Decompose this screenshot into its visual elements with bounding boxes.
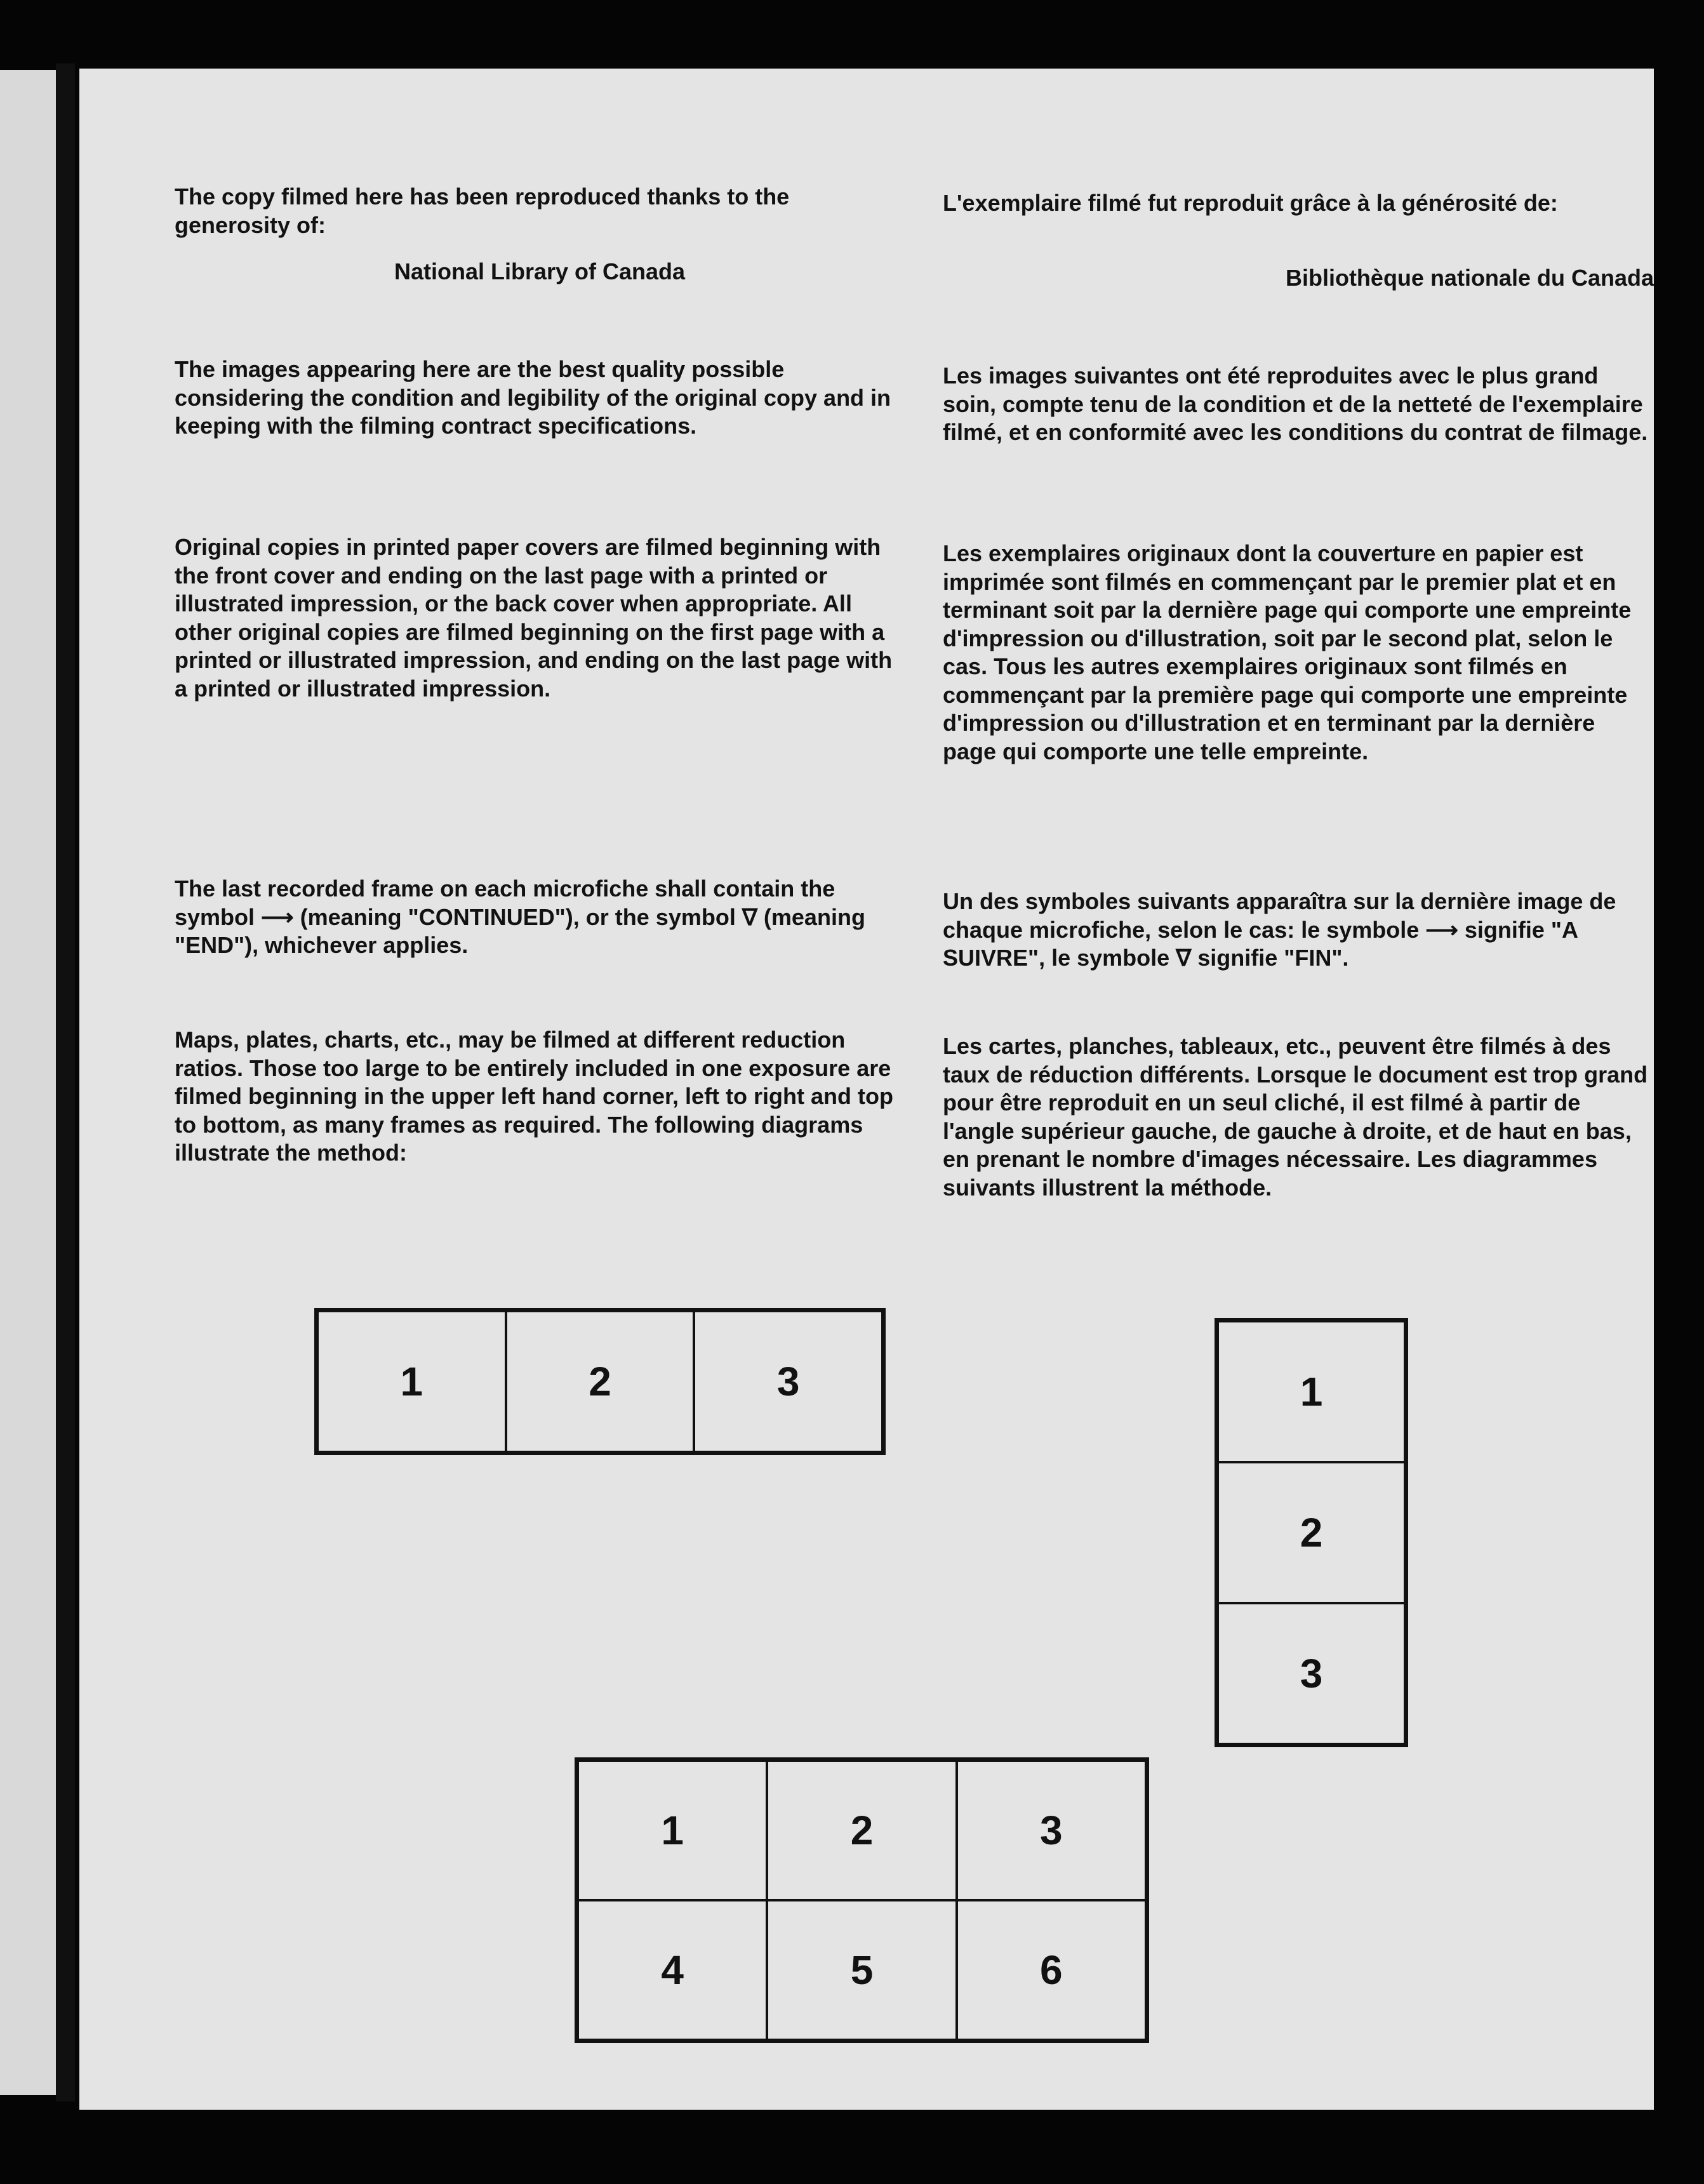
frame-cell: 6 (957, 1900, 1146, 2040)
frame-cell: 2 (1218, 1462, 1405, 1603)
en-institution (175, 258, 905, 286)
en-originals-text: Original copies in printed paper covers are filmed beginning with the front cover and ending on the last page with a printed or illustrated impression, or the back cover when appropriate. All other original copies are filmed beginning on the first page with a printed or illustrated impression, and ending on the last page with a printed or illustrated impression. (175, 534, 893, 702)
fr-symbols-text: Un des symboles suivants apparaîtra sur la dernière image de chaque microfiche, selon le cas: le symbole ⟶ signifie "A SUIVRE", le symbole ∇ signifie "FIN". (943, 888, 1616, 971)
page-gutter (56, 63, 75, 2101)
en-symbols-text: The last recorded frame on each microfiche shall contain the symbol ⟶ (meaning "CONTINUED"), or the symbol ∇ (meaning "END"), whichever applies. (175, 876, 865, 958)
fr-maps-paragraph (943, 1032, 1654, 1202)
frame-cell: 4 (578, 1900, 767, 2040)
en-maps-paragraph (175, 1026, 905, 1168)
frame-cell: 3 (694, 1311, 882, 1452)
fr-intro-text: L'exemplaire filmé fut reproduit grâce à la générosité de: (943, 190, 1558, 216)
diagram-grid (575, 1757, 1149, 2043)
fr-intro (943, 189, 1654, 218)
en-symbols-paragraph (175, 875, 905, 960)
en-institution-name: National Library of Canada (394, 258, 686, 284)
fr-institution-name: Bibliothèque nationale du Canada (1285, 265, 1654, 291)
frame-cell: 1 (1218, 1321, 1405, 1462)
frame-cell: 2 (767, 1761, 956, 1900)
fr-quality-paragraph (943, 362, 1654, 447)
frame-cell: 1 (317, 1311, 506, 1452)
fr-symbols-paragraph (943, 888, 1654, 973)
frame-cell: 5 (767, 1900, 956, 2040)
frame-cell: 2 (506, 1311, 695, 1452)
diagram-vertical (1215, 1318, 1408, 1747)
fr-maps-text: Les cartes, planches, tableaux, etc., peuvent être filmés à des taux de réduction différents. Lorsque le document est trop grand pour être reproduit en un seul cliché, il est filmé à partir de l'angle supérieur gauche, de gauche à droite, et de haut en bas, en prenant le nombre d'images nécessaire. Les diagrammes suivants illustrent la méthode. (943, 1033, 1648, 1201)
fr-institution (943, 264, 1654, 293)
frame-cell: 1 (578, 1761, 767, 1900)
en-originals-paragraph (175, 533, 905, 703)
en-maps-text: Maps, plates, charts, etc., may be filmed at different reduction ratios. Those too large to be entirely included in one exposure are filmed beginning in the upper left hand corner, left to right and top to bottom, as many frames as required. The following diagrams illustrate the method: (175, 1027, 893, 1166)
en-intro (175, 183, 905, 239)
frame-cell: 3 (1218, 1603, 1405, 1744)
fr-originals-text: Les exemplaires originaux dont la couverture en papier est imprimée sont filmés en commençant par le premier plat et en terminant soit par la dernière page qui comporte une empreinte d'impression ou d'illustration, soit par le second plat, selon le cas. Tous les autres exemplaires originaux sont filmés en commençant par la première page qui comporte une empreinte d'impression ou d'illustration et en terminant par la dernière page qui comporte une telle empreinte. (943, 540, 1632, 764)
en-intro-text: The copy filmed here has been reproduced thanks to the generosity of: (175, 183, 790, 238)
frame-cell: 3 (957, 1761, 1146, 1900)
en-quality-paragraph (175, 356, 905, 441)
diagram-horizontal (314, 1308, 886, 1455)
target-page (79, 69, 1654, 2110)
fr-originals-paragraph (943, 540, 1654, 766)
en-quality-text: The images appearing here are the best quality possible considering the condition and legibility of the original copy and in keeping with the filming contract specifications. (175, 356, 891, 439)
fr-quality-text: Les images suivantes ont été reproduites avec le plus grand soin, compte tenu de la condition et de la netteté de l'exemplaire filmé, et en conformité avec les conditions du contrat de filmage. (943, 363, 1648, 445)
